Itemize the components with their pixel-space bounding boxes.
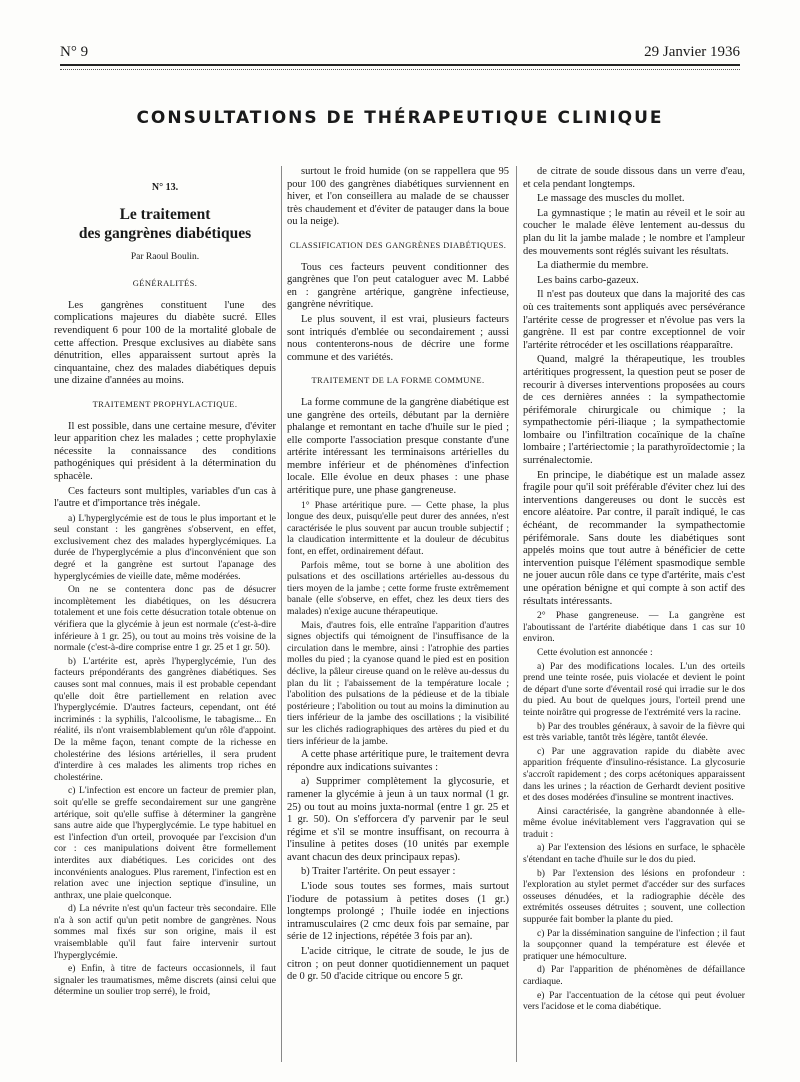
- paragraph: de citrate de soude dissous dans un verre d'eau, et cela pendant longtemps.: [523, 166, 745, 190]
- header-dotted-rule: [60, 69, 740, 70]
- paragraph: Parfois même, tout se borne à une abolition des pulsations et des oscillations artérielles au-dessous du tiers moyen de la jambe ; cette forme fruste extrêmement banale (elle s'observe, en effet, chez les deux tiers des malades) n'exige aucune thérapeutique.: [287, 559, 509, 617]
- paragraph: Quand, malgré la thérapeutique, les troubles artéritiques progressent, la question peut se poser de recourir à diverses interventions proposées au cours de ces dernières années : la sympathectomie périfémorale chirurgicale ou chimique ; la sympathectomie péri-iliaque ; la sympathectomie lombaire ou l'infiltration cocaïnique de la chaîne lombaire ; l'artériectomie ; la parathyroïdectomie ; la surrénalectomie.: [523, 354, 745, 467]
- paragraph: Il n'est pas douteux que dans la majorité des cas où ces traitements sont appliqués avec persévérance l'artérite cesse de progresser et n'évolue pas vers la gangrène. Il est par contre exceptionnel de voir l'artérite rétrocéder et les oscillations réapparaître.: [523, 289, 745, 351]
- header-rule: [60, 64, 740, 66]
- paragraph: Ainsi caractérisée, la gangrène abandonnée à elle-même évolue inévitablement vers l'aggravation qui se traduit :: [523, 805, 745, 840]
- issue-date: 29 Janvier 1936: [644, 44, 740, 60]
- column-divider: [516, 166, 517, 1062]
- paragraph: Ces facteurs sont multiples, variables d'un cas à l'autre et d'importance très inégale.: [54, 485, 276, 510]
- article-author: Par Raoul Boulin.: [130, 251, 200, 262]
- paragraph: c) Par la dissémination sanguine de l'infection ; il faut la soupçonner quand la température est élevée et pratiquer une hémoculture.: [523, 927, 745, 962]
- column-1: [54, 166, 276, 1062]
- paragraph: surtout le froid humide (on se rappellera que 95 pour 100 des gangrènes diabétiques surviennent en hiver, et l'on conseillera au malade de se chausser très chaudement et d'éviter de patauger dans la boue ou la neige).: [287, 166, 509, 228]
- paragraph: L'iode sous toutes ses formes, mais surtout l'iodure de potassium à petites doses (1 gr.) longtemps prolongé ; l'huile iodée en injections intramusculaires (2 cmc deux fois par semaine, par série de 12 injections, répétée 3 fois par an).: [287, 881, 509, 943]
- paragraph: La diathermie du membre.: [537, 260, 649, 272]
- paragraph: 1° Phase artéritique pure. — Cette phase, la plus longue des deux, puisqu'elle peut durer des années, n'est caractérisée le plus souvent par aucun trouble subjectif ; la claudication intermittente et la douleur de décubitus font, en effet, ordinairement défaut.: [287, 499, 509, 558]
- section-heading: TRAITEMENT PROPHYLACTIQUE.: [92, 398, 238, 409]
- small-print-block: [54, 513, 276, 998]
- paragraph: En principe, le diabétique est un malade assez fragile pour qu'il soit préférable d'éviter chez lui des interventions dangereuses ou dont le succès est encore aléatoire. Par contre, il paraît indiqué, le cas échéant, de recommander la sympathectomie périfémorale. Sans doute les diabétiques sont appelés moins que tout autre à bénéficier de cette intervention puisque l'élément spasmodique semble ne jouer aucun rôle dans ce type d'artérite, mais c'est une opération bénigne et qui compte à son actif des résultats intéressants.: [523, 469, 745, 607]
- paragraph: Tous ces facteurs peuvent conditionner des gangrènes que l'on peut cataloguer avec M. Labbé en : gangrène artérique, gangrène infectieuse, gangrène névritique.: [287, 261, 509, 311]
- paragraph: On ne se contentera donc pas de désucrer incomplètement les diabétiques, on les désucrera totalement et une fois cette désucration totale obtenue on vérifiera que la glycémie à jeun est normale (c'est-à-dire inférieure à 1 gr. 25), ou tout au moins très voisine de la normale (c'est-à-dire comprise entre 1 gr. 25 et 1 gr. 50).: [54, 584, 276, 654]
- masthead-title: CONSULTATIONS DE THÉRAPEUTIQUE CLINIQUE: [136, 108, 664, 128]
- paragraph: Il est possible, dans une certaine mesure, d'éviter leur apparition chez les malades ; cette prophylaxie nécessite la connaissance des conditions pathogéniques qui président à la détermination du sphacèle.: [54, 420, 276, 482]
- article-title: Le traitement des gangrènes diabétiques: [78, 205, 252, 242]
- paragraph: Cette évolution est annoncée :: [537, 646, 653, 658]
- section-heading: GÉNÉRALITÉS.: [132, 278, 198, 289]
- paragraph: d) Par l'apparition de phénomènes de défaillance cardiaque.: [523, 964, 745, 987]
- paragraph: c) Par une aggravation rapide du diabète avec apparition fréquente d'insulino-résistance. La glycosurie s'accroît rapidement ; des corps acétoniques apparaissent dans les urines ; la réaction de Gerhardt devient positive et des doses modérées d'insuline se montrent inactives.: [523, 745, 745, 804]
- small-print-block: [287, 500, 509, 747]
- paragraph: Les bains carbo-gazeux.: [537, 274, 639, 286]
- small-print-block: [523, 610, 745, 1013]
- paragraph: Mais, d'autres fois, elle entraîne l'apparition d'autres signes objectifs qui témoignent de l'insuffisance de la circulation dans le membre, ainsi : l'atrophie des parties molles du pied ; la cyanose quand le pied est en position déclive, la pâleur cireuse quand on le relève au-dessus du plan du lit ; l'abaissement de la température locale ; l'abolition des pulsations de la pédieuse et de la tibiale postérieure ; l'abolition ou tout au moins la diminution au tiers inférieur de la jambe des oscillations ; la visibilité sur les clichés radiographiques des artères du pied et du tiers inférieur de la jambe.: [287, 619, 509, 747]
- paragraph: La forme commune de la gangrène diabétique est une gangrène des orteils, débutant par la dernière phalange et remontant en tache d'huile sur le pied ; elle comporte l'association presque constante d'une artérite intéressant les terminaisons artérielles du membre inférieur et de phénomènes d'infection locale. Elle évolue en deux phases : une phase artéritique pure, une phase gangreneuse.: [287, 396, 509, 497]
- paragraph: e) Par l'accentuation de la cétose qui peut évoluer vers l'acidose et le coma diabétique.: [523, 989, 745, 1013]
- paragraph: c) L'infection est encore un facteur de premier plan, soit qu'elle se greffe secondairement sur une gangrène artérique, soit qu'elle suffise à déterminer la gangrène sans autre aide que l'hyperglycémie. Le type habituel en est l'infection d'un orteil, provoquée par l'excision d'un cor : ces manipulations doivent être formellement interdites aux diabétiques. Les coricides ont des inconvénients analogues. Plus rarement, l'infection est en relation avec une injection septique d'insuline, un anthrax, une plaie quelconque.: [54, 785, 276, 901]
- page-header: [60, 44, 740, 66]
- paragraph: a) Par l'extension des lésions en surface, le sphacèle s'étendant en tache d'huile sur le dos du pied.: [523, 842, 745, 866]
- paragraph: Le massage des muscles du mollet.: [537, 193, 685, 205]
- paragraph: a) Supprimer complètement la glycosurie, et ramener la glycémie à jeun à un taux normal (1 gr. 25) ou tout au moins juxta-normal (entre 1 gr. 25 et 1 gr. 50). On s'efforcera d'y parvenir par le seul régime et s'il se montre insuffisant, on recourra à l'insuline à petites doses (10 unités par exemple avant chacun des deux principaux repas).: [287, 776, 509, 863]
- issue-number: N° 9: [60, 44, 89, 60]
- paragraph: b) Par l'extension des lésions en profondeur : l'exploration au stylet permet d'accéder sur des surfaces osseuses dénudées, et la radiographie décèle des extrémités osseuses détruites ; souvent, une collection suppurée fait bomber la plante du pied.: [523, 867, 745, 926]
- paragraph: b) Par des troubles généraux, à savoir de la fièvre qui est très variable, tantôt très légère, tantôt élevée.: [523, 720, 745, 744]
- column-2: [287, 166, 509, 1062]
- paragraph: b) Traiter l'artérite. On peut essayer :: [301, 866, 456, 878]
- article-number: N° 13.: [151, 182, 179, 193]
- paragraph: a) L'hyperglycémie est de tous le plus important et le seul constant : les gangrènes s'observent, en effet, exclusivement chez des malades hyperglycémiques. La durée de l'hyperglycémie a plus d'inconvénient que son degré et la gangrène est surtout l'apanage des hyperglycémies de vieille date, même modérées.: [54, 512, 276, 582]
- section-heading: CLASSIFICATION DES GANGRÈNES DIABÉTIQUES.: [289, 239, 507, 250]
- paragraph: d) La névrite n'est qu'un facteur très secondaire. Elle n'a à son actif qu'un petit nombre de gangrènes. Nous sommes mal fixés sur son origine, mais il est vraisemblable qu'il faut faire intervenir surtout l'hyperglycémie.: [54, 903, 276, 961]
- paragraph: a) Par des modifications locales. L'un des orteils prend une teinte rosée, puis violacée et devient le point de départ d'une sorte d'éventail rosé qui irradie sur le dos du pied. Au bout de quelques jours, l'orteil prend une teinte noirâtre qui progresse de l'extrémité vers la racine.: [523, 660, 745, 718]
- section-heading: TRAITEMENT DE LA FORME COMMUNE.: [311, 375, 485, 386]
- paragraph: e) Enfin, à titre de facteurs occasionnels, il faut signaler les traumatismes, même discrets (ainsi celui que détermine un soulier trop serré), le froid,: [54, 963, 276, 998]
- paragraph: 2° Phase gangreneuse. — La gangrène est l'aboutissant de l'artérite diabétique dans 1 cas sur 10 environ.: [523, 610, 745, 645]
- paragraph: Le plus souvent, il est vrai, plusieurs facteurs sont intriqués d'emblée ou secondairement ; aussi nous contenterons-nous de décrire une forme commune et des variétés.: [287, 313, 509, 363]
- paragraph: Les gangrènes constituent l'une des complications majeures du diabète sucré. Elles revendiquent 6 pour 100 de la mortalité globale de cette affection. Presque exclusives au diabète sans dénutrition, elles apparaissent surtout après la cinquantaine, chez des malades diabétiques depuis une dizaine d'années au moins.: [54, 299, 276, 387]
- paragraph: La gymnastique ; le matin au réveil et le soir au coucher le malade élève lentement au-dessus du plan du lit la jambe malade ; le nombre et l'ampleur des mouvements sont réglés suivant les résultats.: [523, 207, 745, 257]
- paragraph: b) L'artérite est, après l'hyperglycémie, l'un des facteurs prépondérants des gangrènes diabétiques. Ses causes sont mal connues, mais il est probable cependant qu'elle doit être partiellement en relation avec l'hyperglycémie. D'autres facteurs, cependant, ont été incriminés : la syphilis, l'alcoolisme, le tabagisme... En réalité, ils n'ont vraisemblablement qu'un rôle d'appoint. De la même façon, tenant compte de la richesse en cholestérine des lésions artérielles, il sera prudent d'interdire à ces malades les aliments trop riches en cholestérine.: [54, 655, 276, 783]
- paragraph: L'acide citrique, le citrate de soude, le jus de citron ; on peut donner quotidiennement un paquet de 0 gr. 50 d'acide citrique ou encore 5 gr.: [287, 946, 509, 983]
- paragraph: A cette phase artéritique pure, le traitement devra répondre aux indications suivantes :: [287, 749, 509, 773]
- column-divider: [281, 166, 282, 1062]
- column-3: [523, 166, 745, 1062]
